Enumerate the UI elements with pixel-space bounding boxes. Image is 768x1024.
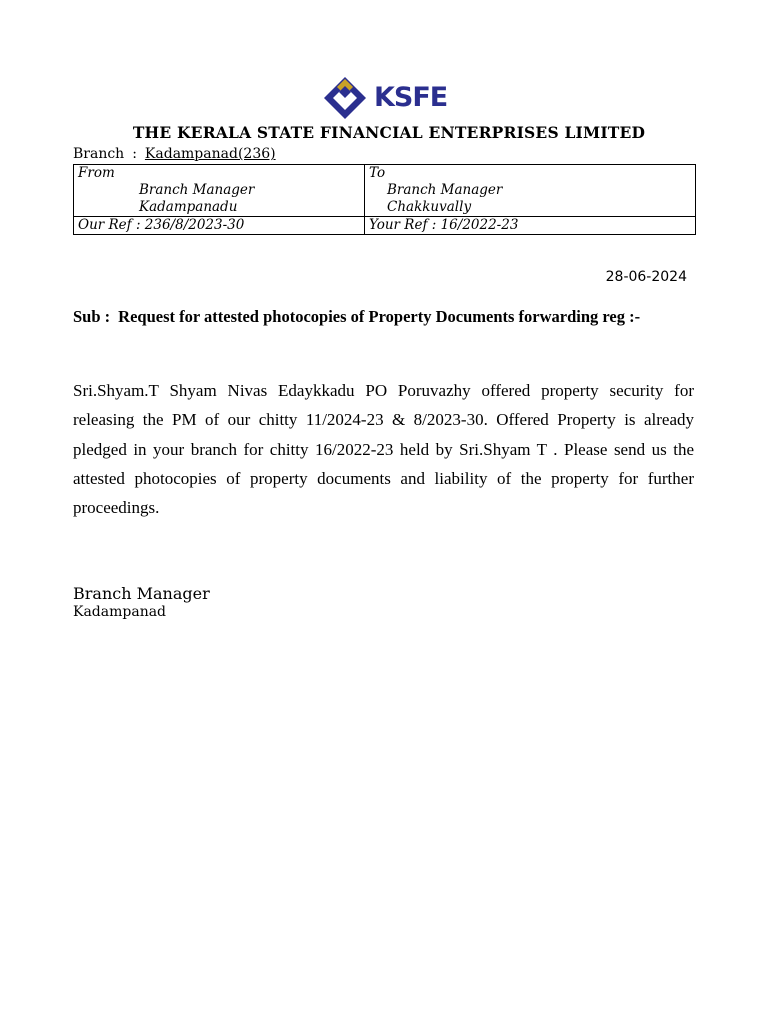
branch-label: Branch — [73, 146, 125, 162]
to-cell — [365, 165, 696, 217]
letter-body: Sri.Shyam.T Shyam Nivas Edaykkadu PO Poruvazhy offered property security for releasing the PM of our chitty 11/2024-23 & 8/2023-30. Offered Property is already pledged in your branch for chitty 16/2022-23 held by Sri.Shyam T . Please send us the attested photocopies of property documents and liability of the property for further proceedings. — [73, 381, 694, 518]
branch-line — [73, 146, 276, 162]
branch-value: Kadampanad(236) — [144, 146, 276, 162]
signature-place: Kadampanad — [73, 604, 167, 620]
signature-title: Branch Manager — [73, 584, 210, 603]
ksfe-logo-icon — [323, 76, 371, 124]
table-row — [74, 165, 696, 217]
from-title: Branch Manager — [139, 182, 255, 198]
our-ref: Our Ref : 236/8/2023-30 — [74, 217, 365, 235]
from-place: Kadampanadu — [139, 199, 238, 215]
to-place: Chakkuvally — [387, 199, 472, 215]
logo-text: KSFE — [374, 82, 448, 113]
subject-line — [73, 307, 673, 327]
company-name: THE KERALA STATE FINANCIAL ENTERPRISES LIMITED — [132, 123, 646, 142]
branch-separator: : — [132, 146, 137, 162]
reference-table — [73, 164, 696, 235]
letter-date: 28-06-2024 — [605, 269, 687, 285]
table-row — [74, 217, 696, 235]
from-cell — [74, 165, 365, 217]
your-ref: Your Ref : 16/2022-23 — [365, 217, 696, 235]
to-title: Branch Manager — [387, 182, 503, 198]
ksfe-logo — [323, 76, 458, 124]
subject-label: Sub : — [73, 307, 111, 326]
subject-text: Request for attested photocopies of Property Documents forwarding reg :- — [118, 307, 641, 326]
from-label: From — [78, 165, 115, 181]
to-label: To — [369, 165, 386, 181]
